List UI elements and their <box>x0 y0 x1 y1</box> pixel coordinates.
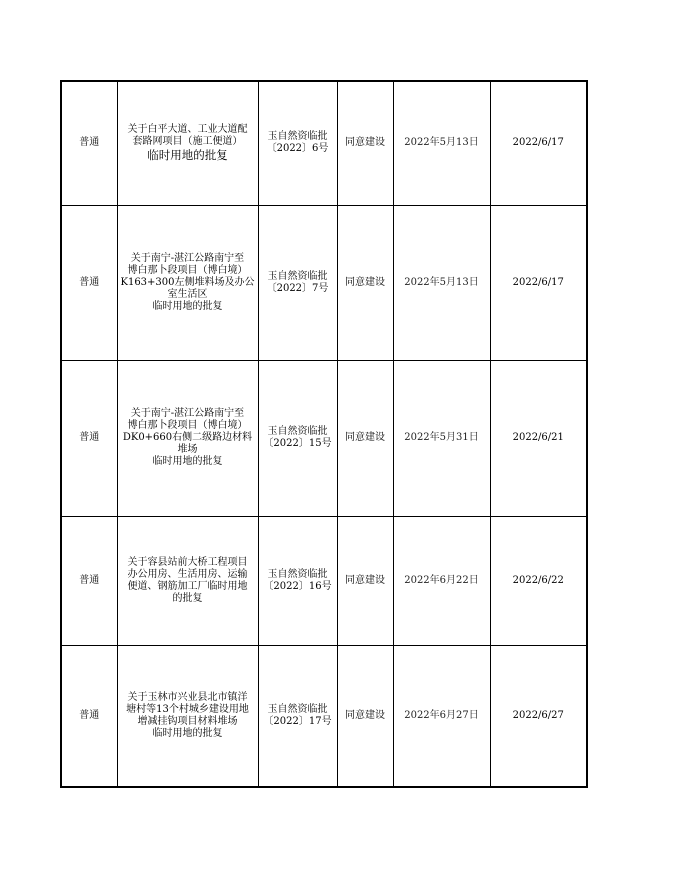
title-line: 关于容县站前大桥工程项目 <box>127 556 248 568</box>
title-line: 博白那卜段项目（博白境） <box>127 420 248 431</box>
title-cell <box>117 360 258 516</box>
category-cell: 普通 <box>61 645 117 787</box>
doc-number-suffix: 〔2022〕7号 <box>266 282 329 294</box>
title-line: 便道、钢筋加工厂临时用地 <box>127 580 248 592</box>
opinion-cell: 同意建设 <box>337 360 393 516</box>
title-line: 堆场 <box>177 444 198 455</box>
opinion-cell: 同意建设 <box>337 81 393 205</box>
approval-date-cell: 2022年5月13日 <box>393 81 490 205</box>
doc-number-prefix: 玉自然资临批 <box>267 703 328 715</box>
table-row <box>61 81 587 205</box>
title-line: 关于白平大道、工业大道配 <box>127 124 248 136</box>
approval-table <box>60 80 588 788</box>
doc-number-suffix: 〔2022〕15号 <box>263 438 332 449</box>
category-cell: 普通 <box>61 516 117 645</box>
approval-date-cell: 2022年6月22日 <box>393 516 490 645</box>
table-row <box>61 205 587 360</box>
doc-number-cell <box>258 81 337 205</box>
publish-date-cell: 2022/6/17 <box>490 81 587 205</box>
doc-number-suffix: 〔2022〕6号 <box>266 143 329 155</box>
title-line: 关于玉林市兴业县北市镇洋 <box>127 691 248 703</box>
doc-number-prefix: 玉自然资临批 <box>267 568 328 580</box>
publish-date-cell: 2022/6/21 <box>490 360 587 516</box>
doc-number-prefix: 玉自然资临批 <box>267 270 328 282</box>
approval-date-cell: 2022年5月13日 <box>393 205 490 360</box>
approval-date-cell: 2022年6月27日 <box>393 645 490 787</box>
title-line: K163+300左侧堆料场及办公 <box>120 276 255 288</box>
title-line: 临时用地的批复 <box>152 456 223 467</box>
category-cell: 普通 <box>61 360 117 516</box>
title-line: 博白那卜段项目（博白境） <box>127 264 248 276</box>
title-cell <box>117 645 258 787</box>
title-cell <box>117 516 258 645</box>
doc-number-cell <box>258 360 337 516</box>
table-row <box>61 360 587 516</box>
doc-number-prefix: 玉自然资临批 <box>267 131 328 143</box>
title-line: 关于南宁-湛江公路南宁至 <box>130 408 245 419</box>
title-line: 的批复 <box>172 592 203 604</box>
title-line: 临时用地的批复 <box>147 148 228 163</box>
doc-number-cell <box>258 205 337 360</box>
table-row <box>61 516 587 645</box>
publish-date-cell: 2022/6/22 <box>490 516 587 645</box>
title-cell <box>117 81 258 205</box>
publish-date-cell: 2022/6/27 <box>490 645 587 787</box>
title-line: 办公用房、生活用房、运输 <box>127 568 248 580</box>
title-cell <box>117 205 258 360</box>
title-line: 套路网项目（施工便道） <box>132 136 243 148</box>
title-line: 塘村等13个村城乡建设用地 <box>126 703 249 715</box>
title-line: 增减挂钩项目材料堆场 <box>137 715 238 727</box>
opinion-cell: 同意建设 <box>337 516 393 645</box>
table-row <box>61 645 587 787</box>
category-cell: 普通 <box>61 81 117 205</box>
opinion-cell: 同意建设 <box>337 205 393 360</box>
title-line: 临时用地的批复 <box>152 727 223 739</box>
title-line: DK0+660右侧二级路边材料 <box>122 432 253 443</box>
approval-date-cell: 2022年5月31日 <box>393 360 490 516</box>
doc-number-cell <box>258 516 337 645</box>
doc-number-prefix: 玉自然资临批 <box>267 426 328 437</box>
category-cell: 普通 <box>61 205 117 360</box>
publish-date-cell: 2022/6/17 <box>490 205 587 360</box>
title-line: 关于南宁-湛江公路南宁至 <box>130 252 245 264</box>
title-line: 临时用地的批复 <box>152 300 223 312</box>
doc-number-suffix: 〔2022〕16号 <box>263 580 332 592</box>
opinion-cell: 同意建设 <box>337 645 393 787</box>
doc-number-cell <box>258 645 337 787</box>
doc-number-suffix: 〔2022〕17号 <box>263 715 332 727</box>
title-line: 室生活区 <box>167 288 208 300</box>
